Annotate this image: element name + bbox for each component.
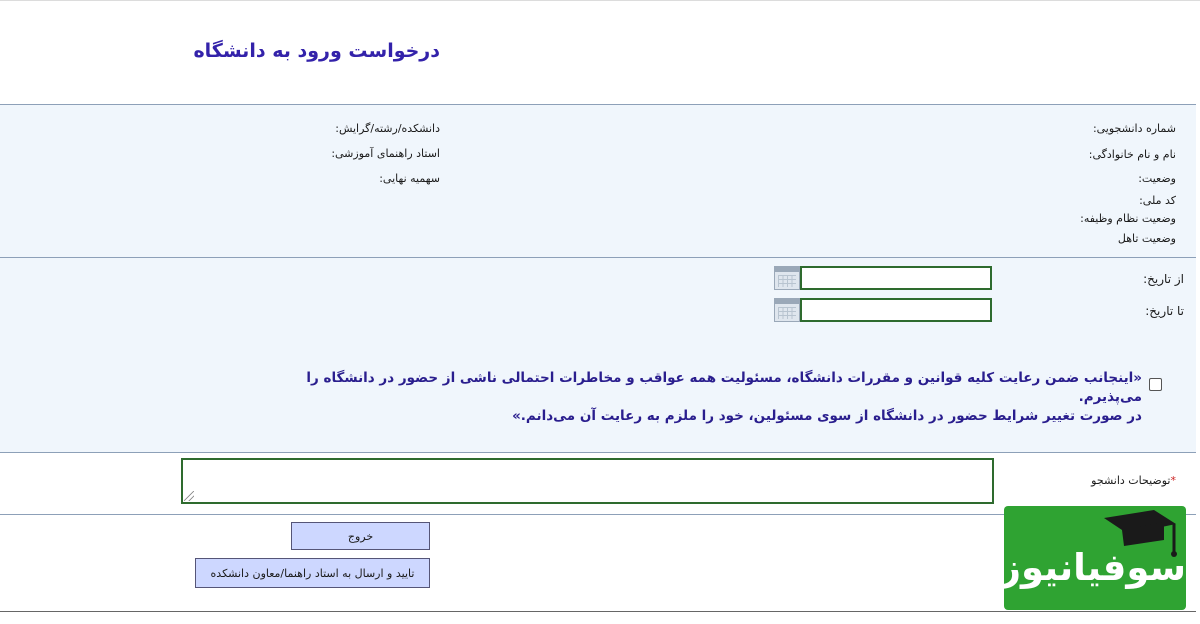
agreement-checkbox[interactable] <box>1149 378 1162 391</box>
faculty-major-label: دانشکده/رشته/گرایش: <box>335 122 440 135</box>
advisor-label: استاد راهنمای آموزشی: <box>331 147 440 160</box>
required-mark: * <box>1170 474 1176 487</box>
full-name-label: نام و نام خانوادگی: <box>1088 148 1176 161</box>
to-date-label: تا تاریخ: <box>1145 304 1184 318</box>
calendar-icon[interactable] <box>774 298 800 322</box>
exit-button[interactable]: خروج <box>291 522 430 550</box>
brand-watermark <box>999 506 1186 610</box>
marital-status-label: وضعیت تاهل <box>1117 232 1176 245</box>
student-info-panel <box>0 104 1196 257</box>
date-agreement-panel <box>0 257 1196 452</box>
submit-to-advisor-button[interactable]: تایید و ارسال به استاد راهنما/معاون دانشکده <box>195 558 430 588</box>
resize-grip-icon[interactable] <box>184 491 194 501</box>
description-label-text: توضیحات دانشجو <box>1091 474 1171 487</box>
description-label <box>1091 474 1176 487</box>
agreement-text <box>282 369 1142 426</box>
top-divider <box>0 0 1200 1</box>
military-status-label: وضعیت نظام وظیفه: <box>1080 212 1176 225</box>
final-quota-label: سهمیه نهایی: <box>379 172 440 185</box>
student-number-label: شماره دانشجویی: <box>1092 122 1176 135</box>
from-date-label: از تاریخ: <box>1143 272 1184 286</box>
status-label: وضعیت: <box>1138 172 1176 185</box>
to-date-input[interactable] <box>800 298 992 322</box>
national-id-label: کد ملی: <box>1139 194 1176 207</box>
description-textarea[interactable] <box>181 458 994 504</box>
agreement-line-2: در صورت تغییر شرایط حضور در دانشگاه از سوی مسئولین، خود را ملزم به رعایت آن می‌دانم.» <box>512 408 1142 424</box>
agreement-line-1: «اینجانب ضمن رعایت کلیه قوانین و مقررات دانشگاه، مسئولیت همه عواقب و مخاطرات احتمالی ناشی از حضور در دانشگاه را می‌پذیرم. <box>306 370 1142 405</box>
page-title: درخواست ورود به دانشگاه <box>193 40 440 62</box>
brand-text: سوفیانیوز <box>999 546 1186 589</box>
calendar-icon[interactable] <box>774 266 800 290</box>
from-date-input[interactable] <box>800 266 992 290</box>
